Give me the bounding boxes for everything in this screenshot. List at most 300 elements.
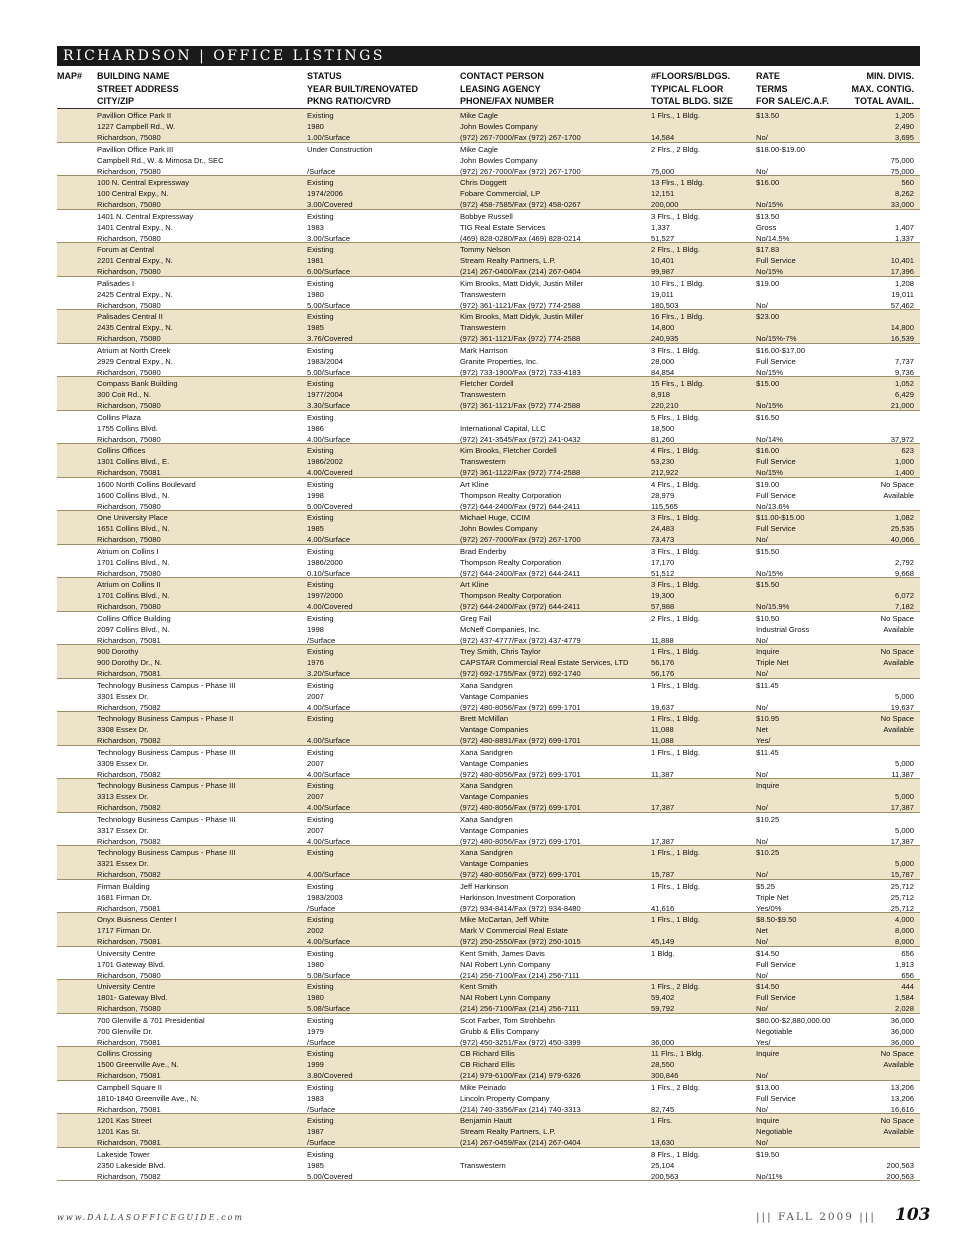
cell-line: 2097 Collins Blvd., N. — [97, 624, 170, 634]
cell-line: No/ — [756, 803, 768, 812]
status-cell — [307, 479, 353, 512]
cell-line: (972) 267-7000/Fax (972) 267-1700 — [460, 535, 581, 544]
header-line: TYPICAL FLOOR — [651, 83, 724, 94]
cell-line: 1 Flrs., 1 Bldg. — [651, 747, 700, 757]
floors-cell — [651, 512, 700, 545]
cell-line: Existing — [307, 982, 334, 991]
cell-line: (214) 256-7100/Fax (214) 256-7111 — [460, 970, 580, 980]
table-row — [57, 310, 920, 344]
cell-line: Existing — [307, 312, 334, 321]
contact-cell — [460, 211, 581, 244]
rate-cell — [756, 345, 805, 378]
rate-cell — [756, 1149, 782, 1182]
cell-line: 1986/2002 — [307, 457, 343, 466]
table-row — [57, 813, 920, 847]
rate-cell — [756, 445, 796, 478]
contact-cell — [460, 646, 629, 679]
cell-line — [651, 780, 674, 791]
cell-line: 3.20/Surface — [307, 669, 351, 678]
cell-line: 16,616 — [890, 1104, 914, 1114]
min-divisible-cell — [891, 1082, 914, 1115]
cell-line: (972) 644-2400/Fax (972) 644-2411 — [460, 501, 581, 511]
cell-line: McNeff Companies, Inc. — [460, 624, 541, 634]
cell-line: Richardson, 75080 — [97, 367, 161, 377]
cell-line: Available — [883, 725, 914, 734]
cell-line: Richardson, 75080 — [97, 434, 161, 444]
cell-line: 41,616 — [651, 903, 675, 913]
cell-line: University Centre — [97, 948, 156, 958]
cell-line: 1,205 — [894, 111, 914, 120]
rate-cell — [756, 1015, 830, 1048]
cell-line: (469) 828-0280/Fax (469) 828-0214 — [460, 233, 581, 243]
cell-line: Kim Brooks, Fletcher Cordell — [460, 446, 557, 455]
cell-line: 4.00/Surface — [307, 434, 351, 444]
cell-line: Richardson, 75081 — [97, 1138, 161, 1147]
cell-line: No/ — [756, 1104, 768, 1114]
cell-line: 13,206 — [890, 1082, 914, 1092]
cell-line: Existing — [307, 479, 334, 489]
cell-line: $16.00-$17.00 — [756, 345, 805, 355]
cell-line: 5,000 — [894, 758, 914, 768]
cell-line — [307, 155, 372, 166]
cell-line: Existing — [307, 647, 334, 656]
cell-line: Existing — [307, 580, 334, 589]
header-line: TOTAL AVAIL. — [854, 96, 914, 107]
status-cell — [307, 177, 353, 210]
floors-cell — [651, 1048, 704, 1081]
cell-line: 40,066 — [890, 535, 914, 544]
min-divisible-cell — [891, 680, 914, 713]
cell-line: Art Kline — [460, 479, 489, 489]
cell-line: Richardson, 75080 — [97, 200, 161, 209]
cell-line: $18.00-$19.00 — [756, 144, 805, 154]
cell-line: (972) 267-7000/Fax (972) 267-1700 — [460, 133, 581, 142]
cell-line: 11,888 — [651, 635, 674, 645]
cell-line — [651, 624, 700, 635]
contact-cell — [460, 278, 583, 311]
cell-line — [891, 423, 914, 434]
table-row — [57, 377, 920, 411]
cell-line: (972) 480-8056/Fax (972) 699-1701 — [460, 702, 581, 712]
cell-line: $11.45 — [756, 747, 779, 757]
building-cell — [97, 814, 235, 847]
cell-line: 1986 — [307, 423, 324, 433]
cell-line: Richardson, 75081 — [97, 1037, 161, 1047]
cell-line: Compass Bank Building — [97, 379, 178, 388]
cell-line: Richardson, 75081 — [97, 1071, 161, 1080]
cell-line: Richardson, 75081 — [97, 937, 161, 946]
min-divisible-cell — [895, 579, 914, 612]
building-cell — [97, 646, 162, 679]
cell-line: $23.00 — [756, 312, 780, 321]
cell-line — [756, 289, 779, 300]
cell-line: 45,149 — [651, 937, 675, 946]
cell-line: Xana Sandgren — [460, 747, 513, 757]
cell-line: 3.00/Surface — [307, 233, 351, 243]
cell-line: (972) 480-8056/Fax (972) 699-1701 — [460, 769, 581, 779]
cell-line: Chris Doggett — [460, 178, 507, 187]
cell-line: 21,000 — [890, 401, 914, 410]
cell-line: No Space — [880, 714, 914, 723]
cell-line: /Surface — [307, 1037, 336, 1047]
cell-line — [651, 814, 674, 825]
rate-cell — [756, 412, 783, 445]
cell-line: 5,000 — [894, 859, 914, 868]
cell-line: Existing — [307, 546, 334, 556]
min-divisible-cell — [895, 445, 914, 478]
table-row — [57, 277, 920, 311]
cell-line: Atrium on Collins I — [97, 546, 159, 556]
status-cell — [307, 1048, 353, 1081]
cell-line: No/ — [756, 937, 768, 946]
cell-line — [895, 211, 914, 222]
cell-line: (972) 458-7585/Fax (972) 458-0267 — [460, 200, 581, 209]
cell-line: Richardson, 75080 — [97, 166, 161, 176]
cell-line: 17,387 — [890, 836, 914, 846]
min-divisible-cell — [891, 747, 914, 780]
contact-cell — [460, 244, 581, 277]
min-divisible-cell — [891, 780, 914, 813]
cell-line: 11,387 — [651, 769, 674, 779]
cell-line: Richardson, 75082 — [97, 836, 161, 846]
min-divisible-cell — [891, 1015, 914, 1048]
cell-line: 1227 Campbell Rd., W. — [97, 122, 176, 131]
cell-line: 2007 — [307, 691, 324, 701]
cell-line: 14,584 — [651, 133, 675, 142]
floors-cell — [651, 546, 700, 579]
cell-line: 1,052 — [894, 379, 914, 388]
cell-line: Inquire — [756, 1116, 780, 1125]
cell-line: 17,396 — [890, 267, 914, 276]
cell-line: 19,637 — [890, 702, 914, 712]
cell-line: 1,400 — [894, 468, 914, 477]
cell-line: 1801- Gateway Blvd. — [97, 993, 168, 1002]
building-cell — [97, 579, 170, 612]
floors-cell — [651, 881, 700, 914]
cell-line: Richardson, 75080 — [97, 300, 161, 310]
cell-line: 100 Central Expy., N. — [97, 189, 169, 198]
table-row — [57, 143, 920, 177]
table-row — [57, 1081, 920, 1115]
floors-cell — [651, 1015, 674, 1048]
cell-line: 57,462 — [890, 300, 914, 310]
cell-line: 56,176 — [651, 658, 675, 667]
rate-cell — [756, 914, 797, 947]
status-cell — [307, 244, 350, 277]
table-row — [57, 846, 920, 880]
cell-line: 3308 Essex Dr. — [97, 725, 149, 734]
cell-line: Transwestern — [460, 323, 506, 332]
cell-line: NAI Robert Lynn Company — [460, 993, 551, 1002]
cell-line: No/ — [756, 669, 768, 678]
cell-line: No/15% — [756, 367, 784, 377]
cell-line: 212,922 — [651, 468, 679, 477]
building-cell — [97, 378, 178, 411]
cell-line: 82,745 — [651, 1104, 675, 1114]
cell-line: No Space — [880, 647, 914, 656]
contact-cell — [460, 378, 580, 411]
cell-line — [756, 590, 789, 601]
cell-line: $14.50 — [756, 948, 780, 958]
cell-line: 1985 — [307, 1160, 324, 1170]
cell-line: 75,000 — [890, 155, 914, 165]
cell-line: 3 Flrs., 1 Bldg. — [651, 211, 700, 221]
cell-line: Inquire — [756, 647, 780, 656]
min-divisible-cell — [891, 881, 914, 914]
contact-cell — [460, 445, 580, 478]
cell-line: Mark V Commercial Real Estate — [460, 926, 569, 935]
cell-line: NAI Robert Lynn Company — [460, 959, 551, 969]
cell-line: 623 — [901, 446, 914, 455]
header-line: STREET ADDRESS — [97, 83, 179, 94]
cell-line: Existing — [307, 1082, 334, 1092]
cell-line: Existing — [307, 278, 334, 288]
table-row — [57, 645, 920, 679]
cell-line: CB Richard Ellis — [460, 1049, 515, 1058]
cell-line: Thompson Realty Corporation — [460, 557, 562, 567]
cell-line: 1,913 — [894, 959, 914, 969]
cell-line: (972) 480-8056/Fax (972) 699-1701 — [460, 836, 581, 846]
cell-line: Campbell Square II — [97, 1082, 163, 1092]
building-cell — [97, 713, 233, 746]
cell-line: 1 Flrs., 1 Bldg. — [651, 111, 700, 120]
cell-line: 14,800 — [651, 323, 675, 332]
cell-line: 4.00/Surface — [307, 736, 351, 745]
building-cell — [97, 1015, 205, 1048]
cell-line: Collins Offices — [97, 446, 146, 455]
cell-line: 1,584 — [894, 993, 914, 1002]
cell-line: 7,182 — [894, 602, 914, 611]
rate-cell — [756, 512, 804, 545]
rate-cell — [756, 177, 783, 210]
cell-line: 8,000 — [894, 937, 914, 946]
cell-line: 8 Flrs., 1 Bldg. — [651, 1149, 700, 1159]
building-cell — [97, 412, 161, 445]
rate-cell — [756, 378, 783, 411]
cell-line: TIG Real Estate Services — [460, 222, 546, 232]
cell-line: Vantage Companies — [460, 725, 529, 734]
cell-line: No Space — [880, 1116, 914, 1125]
header-line: TERMS — [756, 83, 788, 94]
status-cell — [307, 613, 335, 646]
cell-line: 3313 Essex Dr. — [97, 792, 149, 801]
building-cell — [97, 1115, 161, 1148]
cell-line: Richardson, 75080 — [97, 970, 161, 980]
cell-line — [651, 925, 700, 936]
cell-line: 200,563 — [651, 1171, 679, 1181]
status-cell — [307, 110, 350, 143]
cell-line — [756, 1059, 779, 1070]
row-divider — [57, 1180, 920, 1181]
building-cell — [97, 144, 224, 177]
cell-line: $16.50 — [756, 412, 780, 422]
cell-line: 13,206 — [890, 1093, 914, 1103]
contact-cell — [460, 1082, 581, 1115]
floors-cell — [651, 177, 704, 210]
cell-line: No/15% — [756, 267, 784, 276]
min-divisible-cell — [891, 378, 914, 411]
cell-line: Available — [883, 1127, 914, 1136]
min-divisible-cell — [891, 847, 914, 880]
cell-line: 1 Flrs., 1 Bldg. — [651, 647, 700, 656]
cell-line: 33,000 — [890, 200, 914, 209]
floors-cell — [651, 948, 675, 981]
cell-line: 1701 Collins Blvd., N. — [97, 557, 170, 567]
cell-line: Triple Net — [756, 658, 789, 667]
floors-cell — [651, 613, 700, 646]
cell-line — [460, 1149, 506, 1160]
cell-line: Fletcher Cordell — [460, 379, 514, 388]
header-map-label: MAP# — [57, 71, 83, 81]
cell-line: 16 Flrs., 1 Bldg. — [651, 312, 705, 321]
rate-cell — [756, 1115, 792, 1148]
status-cell — [307, 981, 350, 1014]
cell-line: 10,401 — [890, 256, 914, 265]
cell-line — [891, 311, 914, 322]
cell-line: Existing — [307, 948, 334, 958]
floors-cell — [651, 211, 700, 244]
cell-line: Technology Business Campus - Phase II — [97, 714, 234, 723]
cell-line: Richardson, 75080 — [97, 267, 161, 276]
cell-line: 2,792 — [894, 557, 914, 567]
contact-cell — [460, 613, 581, 646]
table-row — [57, 578, 920, 612]
status-cell — [307, 1015, 335, 1048]
contact-cell — [460, 1015, 581, 1048]
min-divisible-cell — [881, 479, 914, 512]
cell-line: Yes/ — [756, 1037, 771, 1047]
cell-line: $16.00 — [756, 178, 780, 187]
cell-line: 3309 Essex Dr. — [97, 758, 149, 768]
cell-line: 24,483 — [651, 524, 675, 533]
building-cell — [97, 278, 173, 311]
status-cell — [307, 1082, 335, 1115]
cell-line: 1981 — [307, 256, 324, 265]
cell-line: 560 — [901, 178, 914, 187]
cell-line: 25,104 — [651, 1160, 675, 1170]
cell-line: 19,011 — [891, 289, 914, 299]
cell-line: Forum at Central — [97, 245, 154, 254]
cell-line: Greg Fail — [460, 613, 492, 623]
floors-cell — [651, 311, 704, 344]
header-map — [57, 70, 82, 83]
cell-line: 2929 Central Expy., N. — [97, 356, 173, 366]
cell-line: 73,473 — [651, 535, 675, 544]
cell-line: 2007 — [307, 825, 324, 835]
cell-line — [895, 546, 914, 557]
cell-line: Existing — [307, 814, 334, 824]
cell-line: 1401 Central Expy., N. — [97, 222, 173, 232]
cell-line: 19,011 — [651, 289, 674, 299]
title-bar — [57, 46, 920, 66]
cell-line: Triple Net — [756, 892, 789, 902]
cell-line — [756, 691, 779, 702]
table-row — [57, 1114, 920, 1148]
status-cell — [307, 211, 350, 244]
cell-line: 1983/2003 — [307, 892, 343, 902]
cell-line: 10 Flrs., 1 Bldg. — [651, 278, 705, 288]
cell-line: Richardson, 75080 — [97, 568, 161, 578]
cell-line: Richardson, 75080 — [97, 233, 161, 243]
cell-line: Existing — [307, 379, 334, 388]
contact-cell — [460, 847, 581, 880]
min-divisible-cell — [881, 1115, 914, 1148]
cell-line: 36,000 — [890, 1026, 914, 1036]
cell-line: 5.00/Surface — [307, 367, 351, 377]
cell-line: 8,262 — [894, 189, 914, 198]
cell-line: 3 Flrs., 1 Bldg. — [651, 580, 700, 589]
cell-line: 9,668 — [894, 568, 914, 578]
cell-line — [651, 858, 700, 869]
cell-line: $15.00 — [756, 379, 780, 388]
cell-line: Harkinson Investment Corporation — [460, 892, 576, 902]
cell-line: 1 Flrs., 1 Bldg. — [651, 915, 700, 924]
rate-cell — [756, 881, 789, 914]
cell-line: 444 — [901, 982, 914, 991]
min-divisible-cell — [887, 1149, 914, 1182]
cell-line: (972) 934-8414/Fax (972) 934-8480 — [460, 903, 581, 913]
cell-line: Kim Brooks, Matt Didyk, Justin Miller — [460, 278, 584, 288]
cell-line: Available — [883, 1060, 914, 1069]
cell-line: 56,176 — [651, 669, 675, 678]
cell-line: $19.50 — [756, 1149, 780, 1159]
header-line: CONTACT PERSON — [460, 71, 544, 81]
floors-cell — [651, 1149, 700, 1182]
header-line: MAX. CONTIG. — [851, 83, 914, 94]
cell-line: 1681 Firman Dr. — [97, 892, 152, 902]
cell-line: 4.00/Surface — [307, 769, 351, 779]
cell-line: 1980 — [307, 122, 324, 131]
cell-line: 84,854 — [651, 367, 675, 377]
cell-line: Michael Huge, CCIM — [460, 513, 531, 522]
min-divisible-cell — [891, 278, 914, 311]
cell-line: Existing — [307, 1049, 334, 1058]
floors-cell — [651, 981, 700, 1014]
floors-cell — [651, 378, 704, 411]
cell-line: 13,630 — [651, 1138, 675, 1147]
cell-line: No Space — [880, 1049, 914, 1058]
cell-line: 1976 — [307, 658, 324, 667]
cell-line: 28,000 — [651, 356, 675, 366]
cell-line: 25,712 — [890, 892, 914, 902]
cell-line: Xana Sandgren — [460, 848, 513, 857]
cell-line: (972) 692-1755/Fax (972) 692-1740 — [460, 669, 581, 678]
cell-line: University Centre — [97, 982, 156, 991]
cell-line: 3301 Essex Dr. — [97, 691, 149, 701]
cell-line: Kent Smith, James Davis — [460, 948, 545, 958]
cell-line — [756, 322, 797, 333]
cell-line: 1 Flrs., 1 Bldg. — [651, 881, 700, 891]
cell-line: (972) 644-2400/Fax (972) 644-2411 — [460, 602, 581, 611]
floors-cell — [651, 479, 700, 512]
min-divisible-cell — [891, 512, 914, 545]
cell-line: 1999 — [307, 1060, 324, 1069]
cell-line: 13 Flrs., 1 Bldg. — [651, 178, 705, 187]
cell-line: 200,563 — [886, 1171, 914, 1181]
table-row — [57, 478, 920, 512]
cell-line — [891, 144, 914, 155]
contact-cell — [460, 881, 581, 914]
status-cell — [307, 847, 350, 880]
table-row — [57, 545, 920, 579]
table-row — [57, 1047, 920, 1081]
cell-line: Xana Sandgren — [460, 781, 513, 790]
cell-line: $11.00-$15.00 — [756, 513, 805, 522]
cell-line: $10.50 — [756, 613, 780, 623]
table-row — [57, 746, 920, 780]
cell-line: 200,563 — [886, 1160, 914, 1170]
status-cell — [307, 412, 350, 445]
